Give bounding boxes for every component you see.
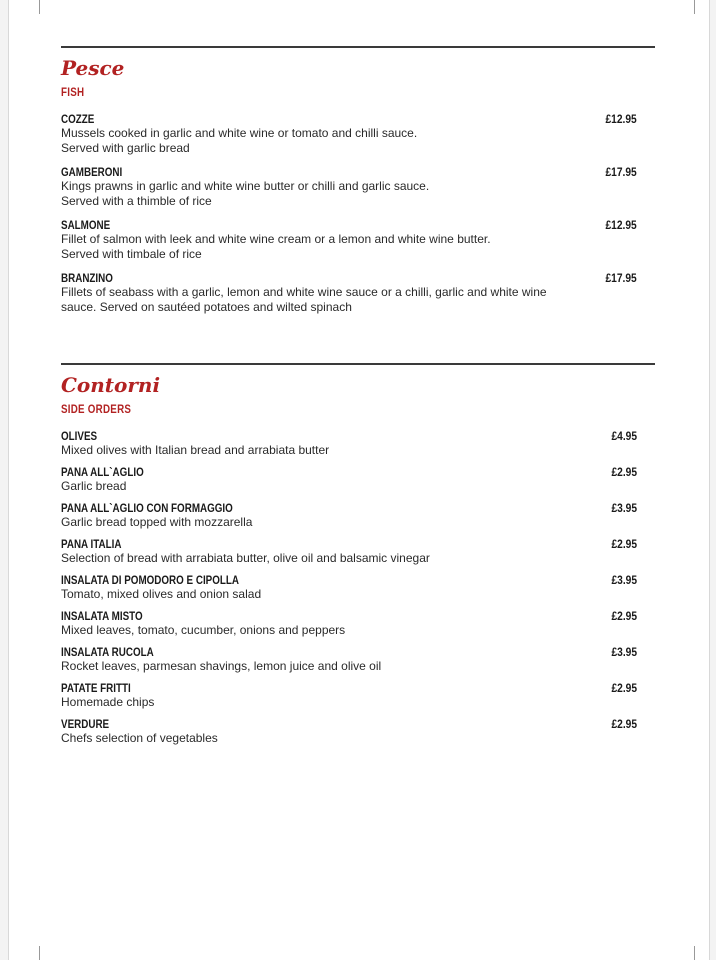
- item-price: £2.95: [611, 681, 637, 695]
- item-name: INSALATA DI POMODORO E CIPOLLA: [61, 573, 240, 587]
- item-description: Garlic bread: [61, 479, 127, 493]
- item-name: SALMONE: [61, 218, 111, 232]
- item-description: Tomato, mixed olives and onion salad: [61, 587, 262, 601]
- menu-item: [61, 218, 655, 262]
- menu-item: [61, 609, 655, 638]
- menu-item: [61, 501, 655, 530]
- item-description-2: Served with timbale of rice: [61, 247, 202, 261]
- section-title: Pesce: [61, 56, 125, 80]
- item-description: Fillets of seabass with a garlic, lemon and white wine sauce or a chilli, garlic and white wine: [61, 285, 547, 299]
- item-description: Selection of bread with arrabiata butter, olive oil and balsamic vinegar: [61, 551, 430, 565]
- item-name: PATATE FRITTI: [61, 681, 131, 695]
- item-description-2: Served with garlic bread: [61, 141, 190, 155]
- section-contorni: [61, 363, 655, 753]
- item-price: £2.95: [611, 465, 637, 479]
- item-description: Mixed olives with Italian bread and arrabiata butter: [61, 443, 330, 457]
- item-price: £12.95: [605, 112, 637, 126]
- section-divider: [61, 46, 655, 48]
- item-description: Kings prawns in garlic and white wine butter or chilli and garlic sauce.: [61, 179, 430, 193]
- section-divider: [61, 363, 655, 365]
- item-description: Mussels cooked in garlic and white wine or tomato and chilli sauce.: [61, 126, 418, 140]
- menu-item: [61, 645, 655, 674]
- item-description-2: Served with a thimble of rice: [61, 194, 212, 208]
- section-subtitle: FISH: [61, 87, 85, 99]
- menu-item: [61, 112, 655, 156]
- menu-item: [61, 165, 655, 209]
- item-price: £4.95: [611, 429, 637, 443]
- item-name: COZZE: [61, 112, 95, 126]
- menu-item: [61, 717, 655, 746]
- crop-mark: [39, 946, 40, 960]
- item-description: Garlic bread topped with mozzarella: [61, 515, 253, 529]
- item-name: VERDURE: [61, 717, 110, 731]
- item-description: Rocket leaves, parmesan shavings, lemon juice and olive oil: [61, 659, 382, 673]
- item-price: £12.95: [605, 218, 637, 232]
- crop-mark: [694, 0, 695, 14]
- item-description: Chefs selection of vegetables: [61, 731, 218, 745]
- item-price: £2.95: [611, 537, 637, 551]
- item-name: PANA ALL`AGLIO CON FORMAGGIO: [61, 501, 233, 515]
- menu-item: [61, 573, 655, 602]
- item-name: PANA ALL`AGLIO: [61, 465, 144, 479]
- item-name: INSALATA MISTO: [61, 609, 143, 623]
- item-price: £2.95: [611, 609, 637, 623]
- crop-mark: [694, 946, 695, 960]
- item-price: £3.95: [611, 573, 637, 587]
- menu-item: [61, 537, 655, 566]
- item-description-2: sauce. Served on sautéed potatoes and wilted spinach: [61, 300, 352, 314]
- item-name: GAMBERONI: [61, 165, 123, 179]
- item-name: BRANZINO: [61, 271, 113, 285]
- item-name: PANA ITALIA: [61, 537, 122, 551]
- item-description: Homemade chips: [61, 695, 155, 709]
- item-price: £3.95: [611, 645, 637, 659]
- crop-mark: [39, 0, 40, 14]
- item-description: Mixed leaves, tomato, cucumber, onions and peppers: [61, 623, 346, 637]
- item-price: £3.95: [611, 501, 637, 515]
- menu-item: [61, 681, 655, 710]
- item-price: £17.95: [605, 271, 637, 285]
- section-title: Contorni: [61, 373, 161, 397]
- menu-item: [61, 429, 655, 458]
- item-price: £17.95: [605, 165, 637, 179]
- section-pesce: [61, 46, 655, 324]
- item-price: £2.95: [611, 717, 637, 731]
- item-name: INSALATA RUCOLA: [61, 645, 154, 659]
- menu-item: [61, 271, 655, 315]
- item-description: Fillet of salmon with leek and white wine cream or a lemon and white wine butter.: [61, 232, 491, 246]
- menu-item: [61, 465, 655, 494]
- section-subtitle: SIDE ORDERS: [61, 404, 132, 416]
- item-name: OLIVES: [61, 429, 98, 443]
